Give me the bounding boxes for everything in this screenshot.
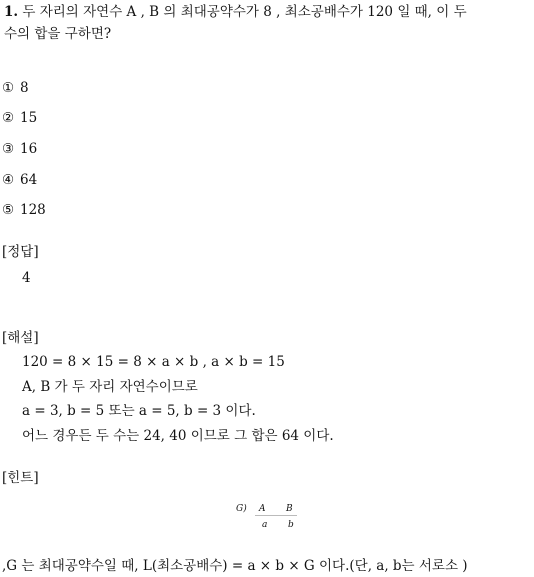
diagram-b-lower: b: [288, 520, 294, 530]
hint-text: ,G 는 최대공약수일 때, L(최소공배수) = a × b × G 이다.(단, a, b는 서로소 ): [2, 558, 468, 574]
choice-value: 128: [20, 202, 46, 218]
choice-5: [2, 204, 46, 218]
choice-mark: ⑤: [2, 202, 15, 218]
question-text-1: 두 자리의 자연수 A , B 의 최대공약수가 8 , 최소공배수가 120 일 때, 이 두: [22, 4, 467, 20]
choice-4: [2, 174, 37, 188]
choice-value: 16: [20, 141, 38, 157]
diagram-a-lower: a: [262, 520, 268, 530]
choice-mark: ③: [2, 141, 15, 157]
explanation-line-1: 120 = 8 × 15 = 8 × a × b , a × b = 15: [22, 354, 285, 370]
diagram-a-upper: A: [259, 504, 266, 514]
diagram-b-upper: B: [286, 504, 293, 514]
explanation-label: [해설]: [2, 330, 39, 346]
question-line-1: [4, 6, 467, 20]
answer-label: [정답]: [2, 244, 39, 260]
explanation-line-2: A, B 가 두 자리 자연수이므로: [22, 379, 198, 395]
choice-2: [2, 112, 37, 126]
explanation-line-4: 어느 경우든 두 수는 24, 40 이므로 그 합은 64 이다.: [22, 428, 334, 444]
gcd-diagram: [236, 502, 300, 532]
choice-3: [2, 143, 37, 157]
diagram-g: G): [236, 504, 247, 514]
choice-mark: ④: [2, 172, 15, 188]
question-line-2: 수의 합을 구하면?: [4, 26, 112, 42]
choice-mark: ①: [2, 80, 15, 96]
diagram-divider: [255, 515, 297, 516]
choice-value: 15: [20, 110, 38, 126]
answer-value: 4: [22, 270, 31, 286]
question-number: 1.: [4, 4, 19, 20]
explanation-line-3: a = 3, b = 5 또는 a = 5, b = 3 이다.: [22, 403, 256, 419]
choice-value: 8: [20, 80, 29, 96]
choice-value: 64: [20, 172, 38, 188]
choice-1: [2, 82, 29, 96]
hint-label: [힌트]: [2, 470, 39, 486]
choice-mark: ②: [2, 110, 15, 126]
